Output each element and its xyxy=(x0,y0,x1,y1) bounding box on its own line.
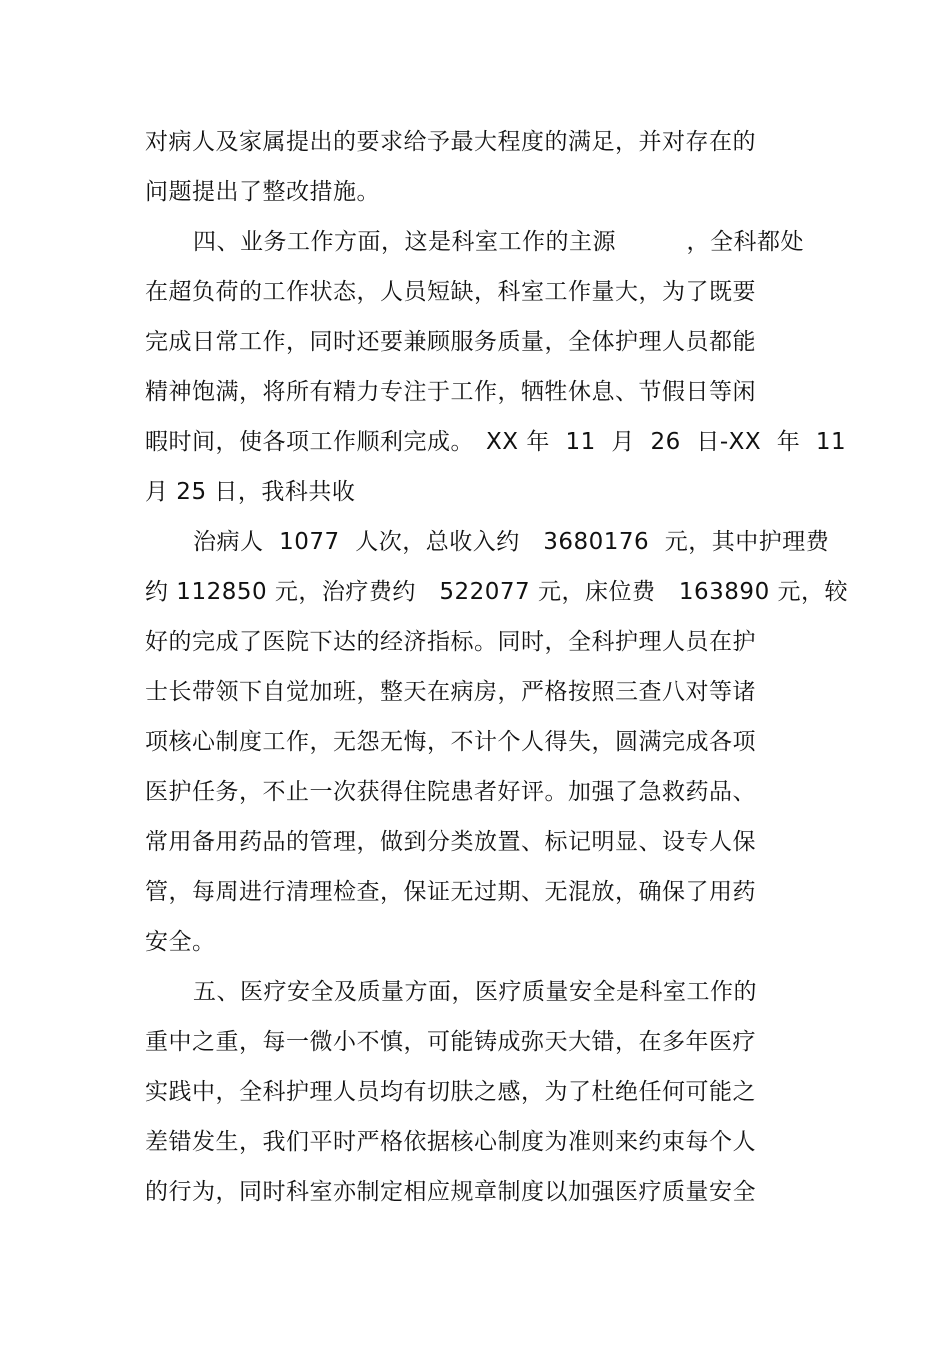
paragraph-start-line: 四、业务工作方面，这是科室工作的主源 ，全科都处 xyxy=(193,229,804,255)
text-line: 实践中，全科护理人员均有切肤之感，为了杜绝任何可能之 xyxy=(145,1079,756,1105)
text-line: 暇时间，使各项工作顺利完成。 XX 年 11 月 26 日-XX 年 11 xyxy=(145,429,847,455)
text-line: 安全。 xyxy=(145,929,216,955)
paragraph-start-line: 治病人 1077 人次，总收入约 3680176 元，其中护理费 xyxy=(193,529,830,555)
text-line: 重中之重，每一微小不慎，可能铸成弥天大错，在多年医疗 xyxy=(145,1029,756,1055)
text-line: 约 112850 元，治疗费约 522077 元，床位费 163890 元，较 xyxy=(145,579,849,605)
text-line: 在超负荷的工作状态，人员短缺，科室工作量大，为了既要 xyxy=(145,279,756,305)
text-line: 问题提出了整改措施。 xyxy=(145,179,380,205)
text-line: 对病人及家属提出的要求给予最大程度的满足，并对存在的 xyxy=(145,129,756,155)
text-line: 的行为，同时科室亦制定相应规章制度以加强医疗质量安全 xyxy=(145,1179,756,1205)
text-line: 差错发生，我们平时严格依据核心制度为准则来约束每个人 xyxy=(145,1129,756,1155)
text-line: 医护任务，不止一次获得住院患者好评。加强了急救药品、 xyxy=(145,779,756,805)
text-line: 完成日常工作，同时还要兼顾服务质量，全体护理人员都能 xyxy=(145,329,756,355)
text-line: 月 25 日，我科共收 xyxy=(145,479,356,505)
text-line: 士长带领下自觉加班，整天在病房，严格按照三查八对等诸 xyxy=(145,679,756,705)
text-line: 好的完成了医院下达的经济指标。同时，全科护理人员在护 xyxy=(145,629,756,655)
text-line: 项核心制度工作，无怨无悔，不计个人得失，圆满完成各项 xyxy=(145,729,756,755)
text-line: 精神饱满，将所有精力专注于工作，牺牲休息、节假日等闲 xyxy=(145,379,756,405)
text-line: 常用备用药品的管理，做到分类放置、标记明显、设专人保 xyxy=(145,829,756,855)
paragraph-start-line: 五、医疗安全及质量方面，医疗质量安全是科室工作的 xyxy=(193,979,757,1005)
text-line: 管，每周进行清理检查，保证无过期、无混放，确保了用药 xyxy=(145,879,756,905)
